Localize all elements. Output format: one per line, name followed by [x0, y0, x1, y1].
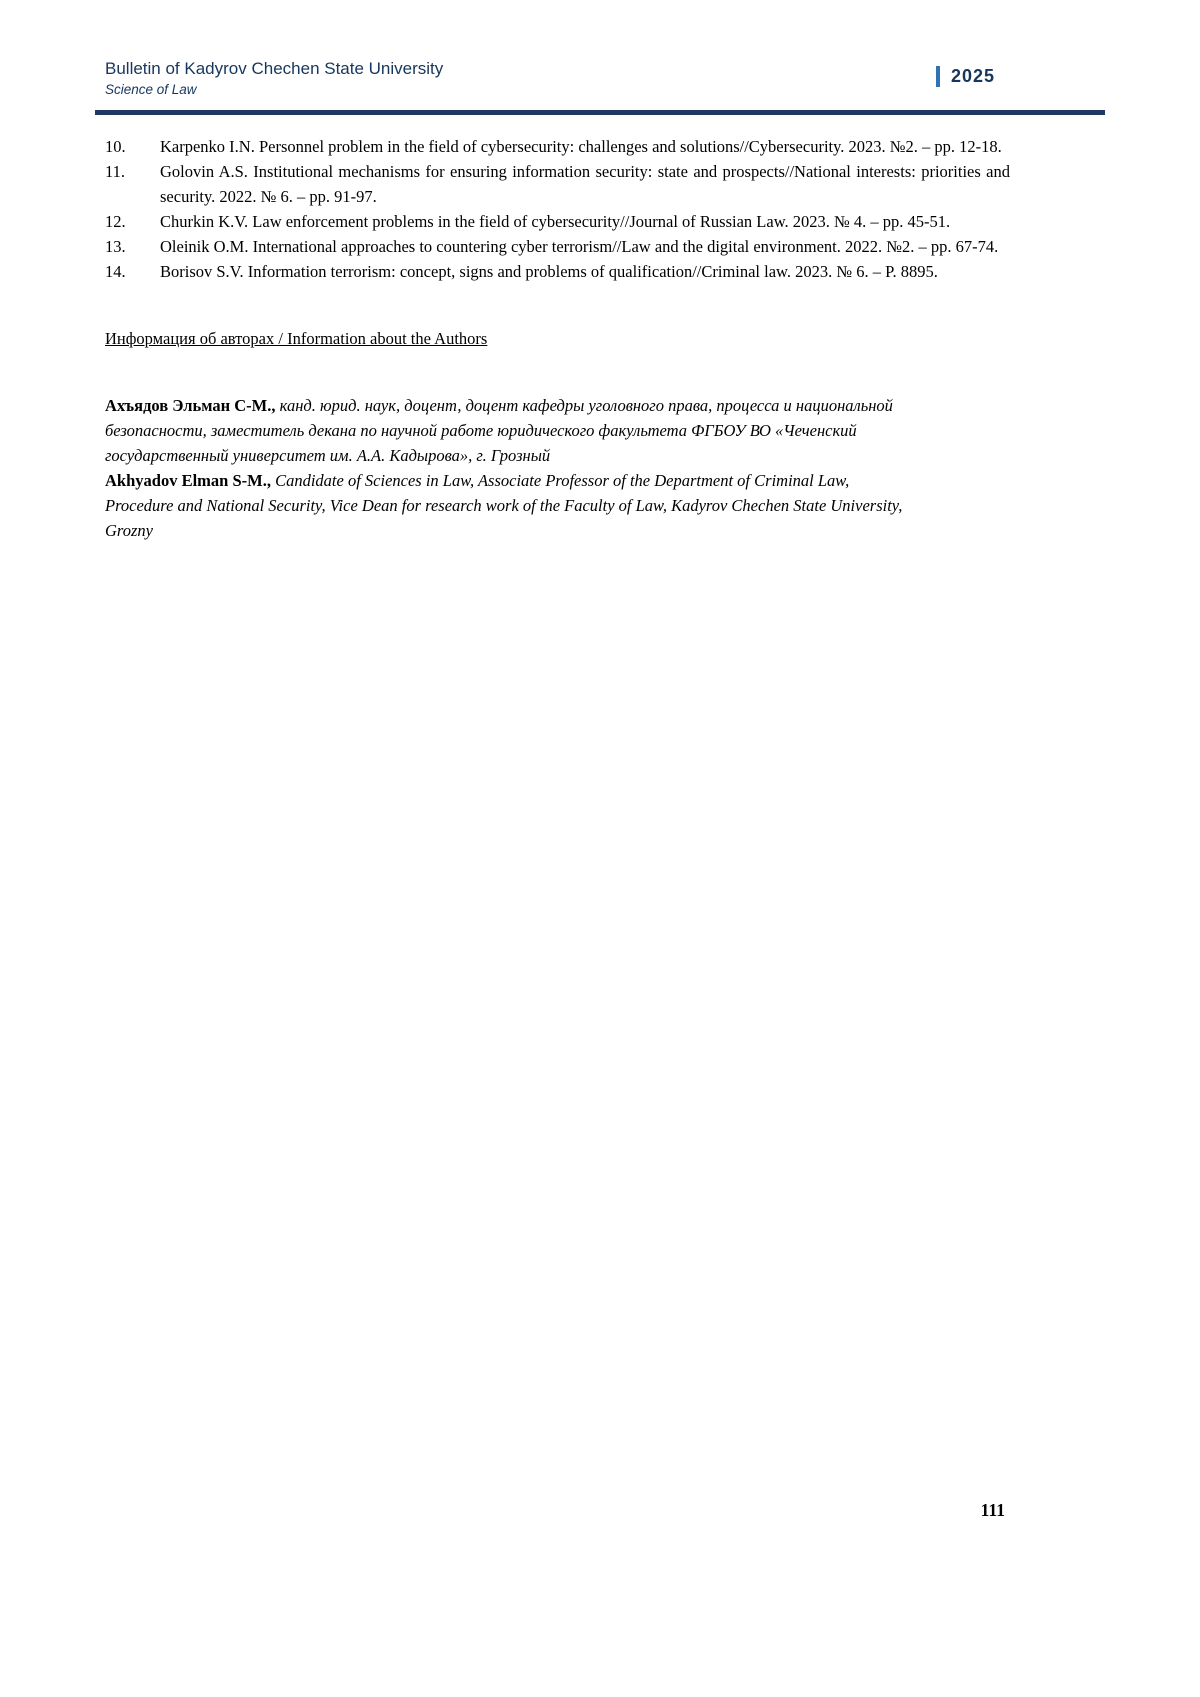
reference-item — [105, 259, 1010, 284]
journal-subtitle: Science of Law — [105, 82, 197, 97]
author-description-ru: канд. юрид. наук, доцент, доцент кафедры уголовного права, процесса и национальной безопасности, заместитель декана по научной работе юридического факультета ФГБОУ ВО «Чеченский государственный университет им. А.А. Кадырова», г. Грозный — [105, 396, 893, 465]
author-info-en — [105, 468, 910, 543]
authors-heading: Информация об авторах / Information about the Authors — [105, 329, 488, 348]
reference-item — [105, 234, 1010, 259]
reference-number: 14. — [105, 262, 126, 281]
reference-number: 10. — [105, 137, 126, 156]
reference-item — [105, 209, 1010, 234]
reference-text: Churkin K.V. Law enforcement problems in the field of cybersecurity//Journal of Russian Law. 2023. № 4. – pp. 45-51. — [160, 212, 951, 231]
authors-block — [105, 393, 910, 543]
page-header — [105, 58, 1105, 99]
reference-number: 11. — [105, 162, 126, 181]
publication-year-block — [936, 66, 995, 87]
journal-info — [105, 58, 443, 99]
year-divider-bar — [936, 66, 940, 87]
author-info-ru — [105, 393, 910, 468]
page-body — [105, 134, 1010, 543]
reference-number: 12. — [105, 212, 126, 231]
reference-item — [105, 159, 1010, 209]
journal-title: Bulletin of Kadyrov Chechen State University — [105, 59, 444, 78]
reference-text: Oleinik O.M. International approaches to countering cyber terrorism//Law and the digital environment. 2022. №2. – pp. 67-74. — [160, 237, 999, 256]
author-name-en: Akhyadov Elman S-M., — [105, 471, 271, 490]
header-rule — [95, 110, 1105, 115]
reference-item — [105, 134, 1010, 159]
author-description-en: Candidate of Sciences in Law, Associate Professor of the Department of Criminal Law, Procedure and National Security, Vice Dean for research work of the Faculty of Law, Kadyrov Chechen State University, Grozny — [105, 471, 903, 540]
publication-year: 2025 — [950, 66, 995, 86]
reference-list — [105, 134, 1010, 284]
reference-number: 13. — [105, 237, 126, 256]
page-number: 111 — [980, 1500, 1005, 1520]
reference-text: Karpenko I.N. Personnel problem in the field of cybersecurity: challenges and solutions//Cybersecurity. 2023. №2. – pp. 12-18. — [160, 137, 1002, 156]
author-name-ru: Ахъядов Эльман С-М., — [105, 396, 276, 415]
reference-text: Golovin A.S. Institutional mechanisms for ensuring information security: state and prospects//National interests: priorities and security. 2022. № 6. – pp. 91-97. — [160, 162, 1010, 206]
reference-text: Borisov S.V. Information terrorism: concept, signs and problems of qualification//Criminal law. 2023. № 6. – P. 8895. — [160, 262, 938, 281]
